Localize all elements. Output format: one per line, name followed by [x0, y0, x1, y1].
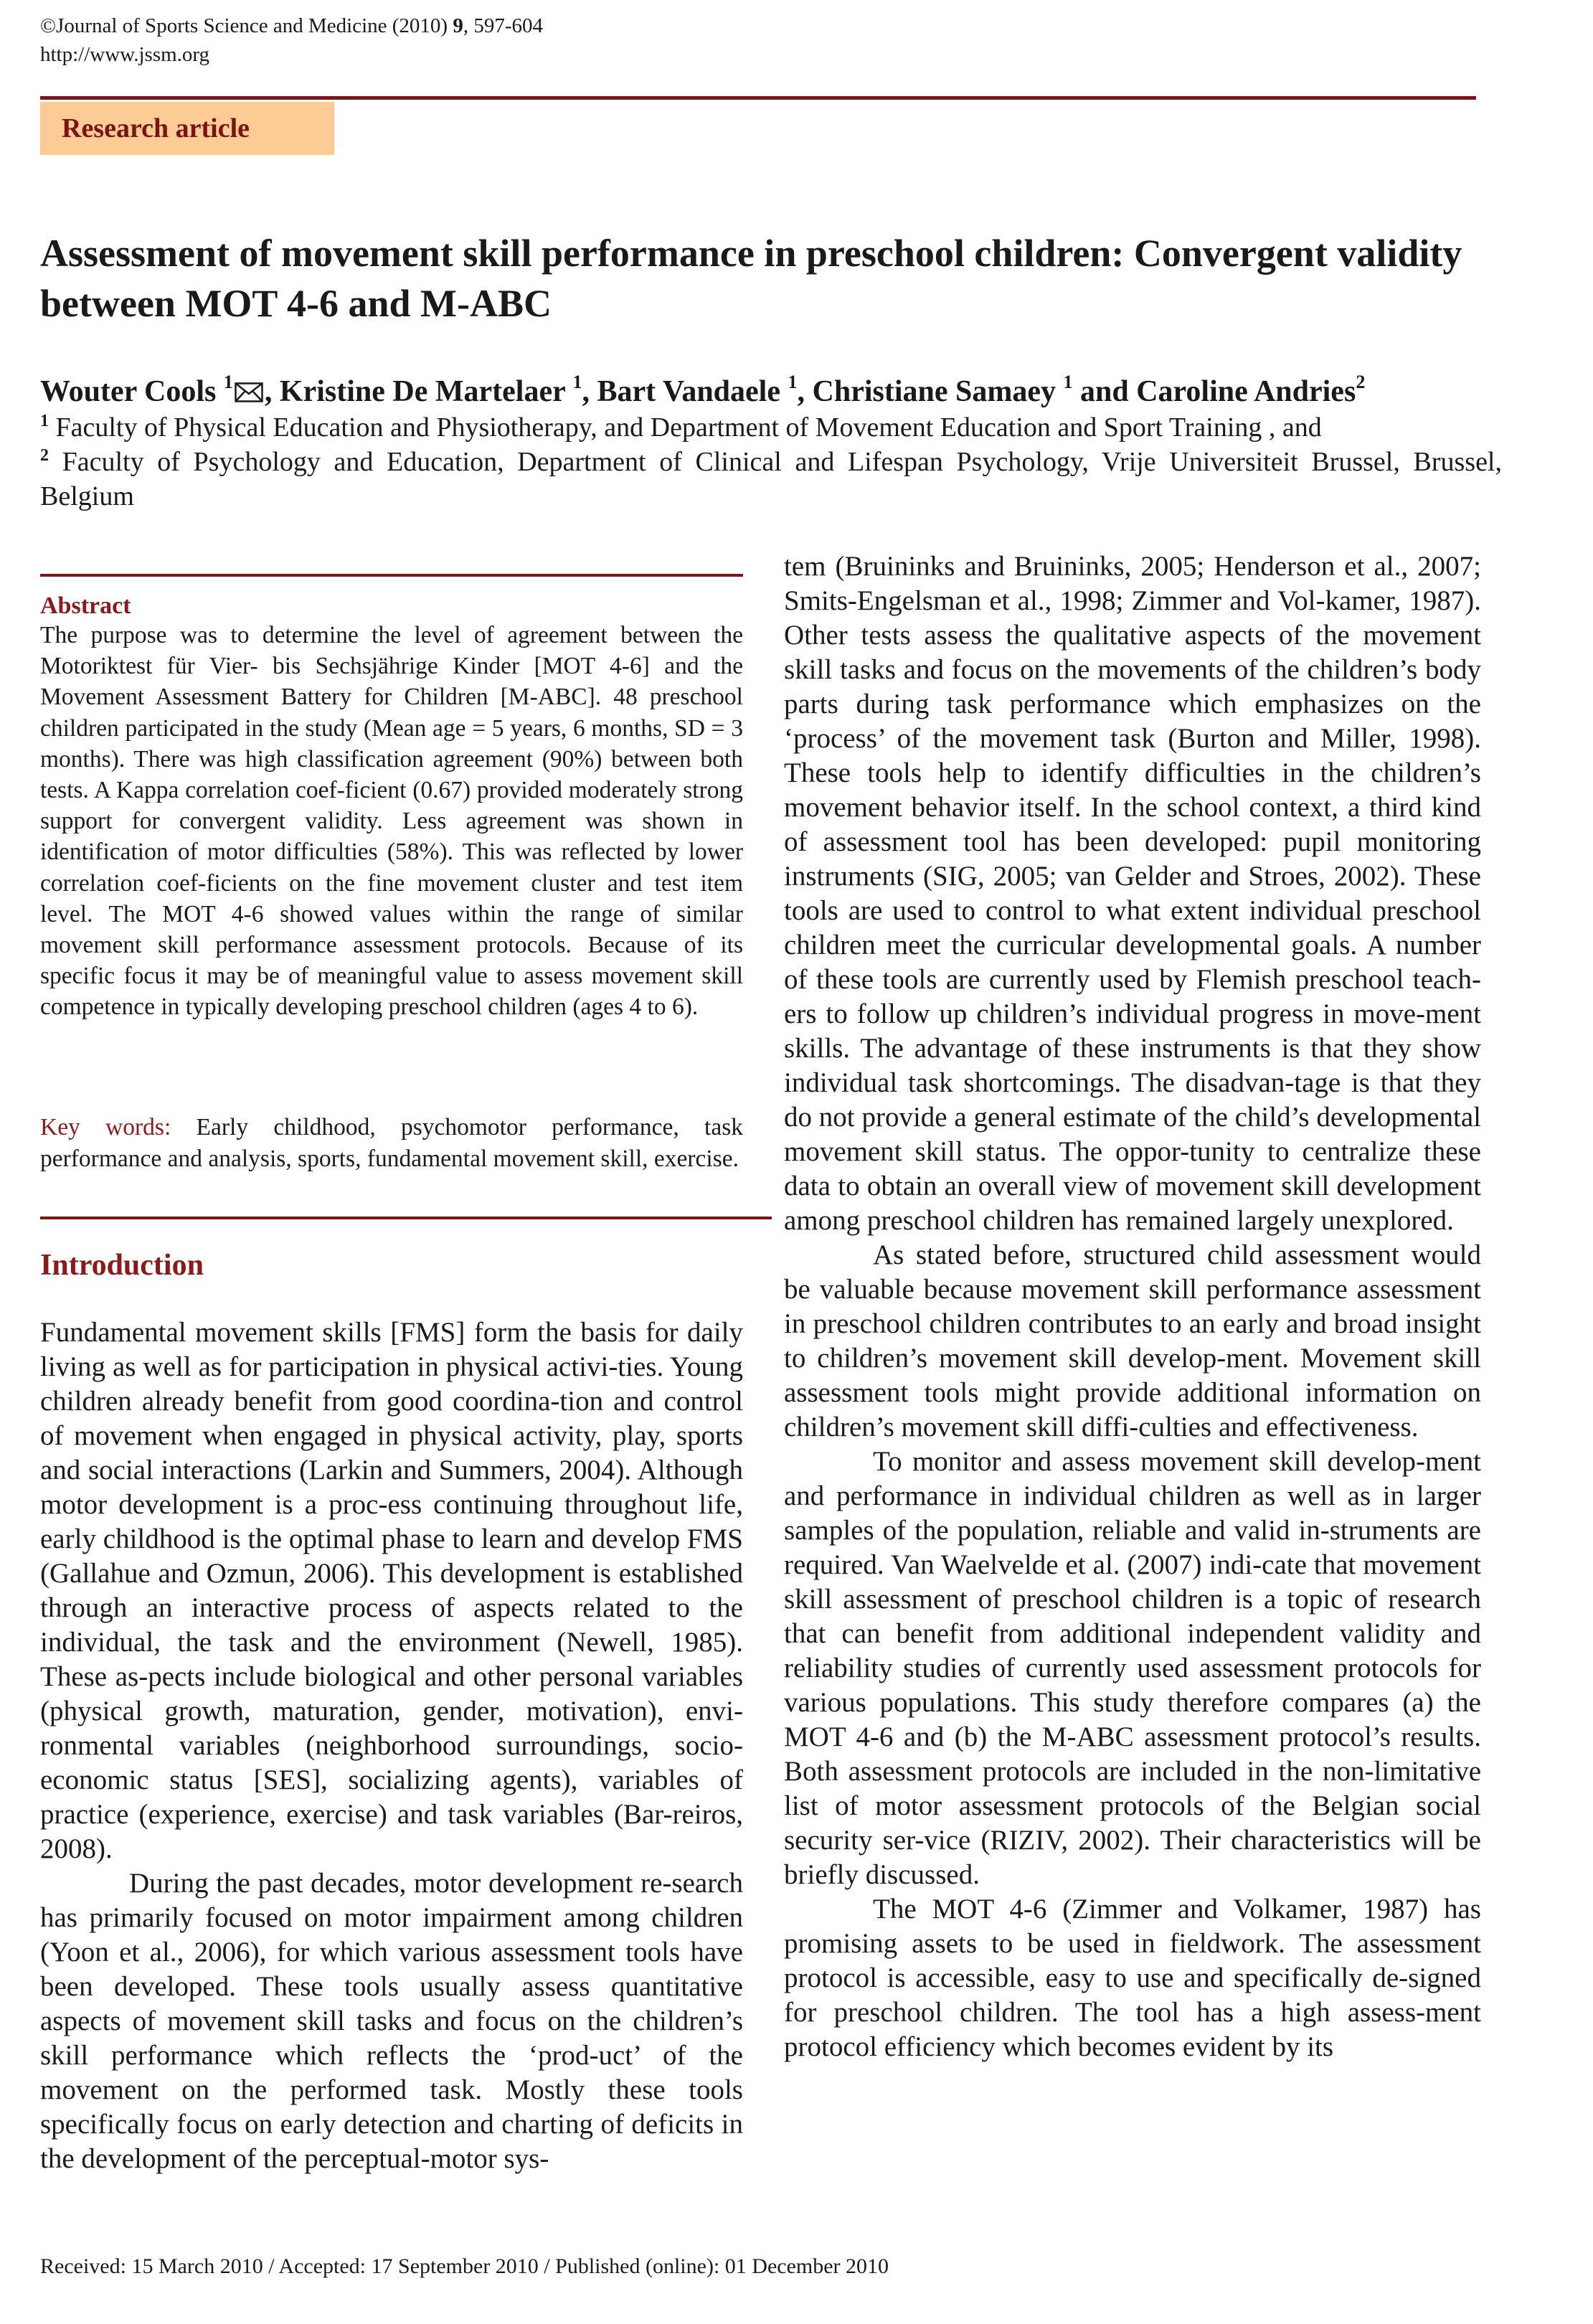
author-name: Kristine De Martelaer: [279, 375, 573, 408]
author-affil-sup: 1: [223, 372, 233, 392]
author-affil-sup: 1: [572, 372, 582, 392]
author-separator: ,: [264, 375, 280, 408]
author-list: [40, 372, 1496, 412]
author-affil-sup: 2: [1356, 372, 1366, 392]
journal-header: [40, 11, 543, 69]
abstract-text: The purpose was to determine the level of agreement between the Motoriktest für Vier- bis Sechsjährige Kinder [MOT 4-6] and the Movement Assessment Battery for Children [M-ABC]. 48 preschool children participated in the study (Mean age = 5 years, 6 months, SD = 3 months). There was high classification agreement (90%) between both tests. A Kappa correlation coef-ficient (0.67) provided moderately strong support for convergent validity. Less agreement was shown in identification of motor difficulties (58%). This was reflected by lower correlation coef-ficients on the fine movement cluster and test item level. The MOT 4-6 showed values within the range of similar movement skill performance assessment protocols. Because of its specific focus it may be of meaningful value to assess movement skill competence in typically developing preschool children (ages 4 to 6).: [40, 622, 743, 1021]
paragraph: tem (Bruininks and Bruininks, 2005; Henderson et al., 2007; Smits-Engelsman et al., 1998; Zimmer and Vol-kamer, 1987). Other tests assess the qualitative aspects of the movement skill tasks and focus on the movements of the children’s body parts during task performance which emphasizes on the ‘process’ of the movement task (Burton and Miller, 1998). These tools help to identify difficulties in the children’s movement behavior itself. In the school context, a third kind of assessment tool has been developed: pupil monitoring instruments (SIG, 2005; van Gelder and Stroes, 2002). These tools are used to control to what extent individual preschool children meet the curricular developmental goals. A number of these tools are currently used by Flemish preschool teach-ers to follow up children’s individual progress in move-ment skills. The advantage of these instruments is that they show individual task shortcomings. The disadvan-tage is that they do not provide a general estimate of the child’s developmental movement skill status. The oppor-tunity to centralize these data to obtain an overall view of movement skill development among preschool children has remained largely unexplored.: [784, 551, 1481, 1236]
affiliations: [40, 410, 1502, 514]
keywords: [40, 1112, 743, 1174]
envelope-icon[interactable]: [235, 382, 263, 402]
journal-citation: ©Journal of Sports Science and Medicine (2010) 9, 597-604: [40, 14, 543, 37]
author-separator: and: [1072, 375, 1137, 408]
author-separator: ,: [582, 375, 597, 408]
author-name: Caroline Andries: [1136, 375, 1356, 408]
author-name: Christiane Samaey: [812, 375, 1064, 408]
introduction-heading: Introduction: [40, 1249, 204, 1282]
paragraph: Fundamental movement skills [FMS] form the basis for daily living as well as for participation in physical activi-ties. Young children already benefit from good coordina-tion and control of movement when engaged in physical activity, play, sports and social interactions (Larkin and Summers, 2004). Although motor development is a proc-ess continuing throughout life, early childhood is the optimal phase to learn and develop FMS (Gallahue and Ozmun, 2006). This development is established through an interactive process of aspects related to the individual, the task and the environment (Newell, 1985). These as-pects include biological and other personal variables (physical growth, maturation, gender, motivation), envi-ronmental variables (neighborhood surroundings, socio-economic status [SES], socializing agents), variables of practice (experience, exercise) and task variables (Bar-reiros, 2008).: [40, 1317, 743, 1864]
author-affil-sup: 1: [1063, 372, 1073, 392]
paragraph: During the past decades, motor development re-search has primarily focused on motor impairment among children (Yoon et al., 2006), for which various assessment tools have been developed. These tools usually assess quantitative aspects of movement skill tasks and focus on the children’s skill performance which reflects the ‘prod-uct’ of the movement on the performed task. Mostly these tools specifically focus on early detection and charting of deficits in the development of the perceptual-motor sys-: [40, 1868, 743, 2174]
right-column: [784, 549, 1481, 2064]
article-title: Assessment of movement skill performance in preschool children: Convergent validity between MOT 4-6 and M-ABC: [40, 232, 1462, 325]
header-rule: [40, 96, 1476, 100]
affiliation-1: $^1$ Faculty of Physical Education and Physiotherapy, and Department of Movement Education and Sport Training , and: [40, 412, 1322, 443]
affiliation-2: $^2$ Faculty of Psychology and Education, Department of Clinical and Lifespan Psychology, Vrije Universiteit Brussel, Brussel, Belgium: [40, 446, 1502, 511]
author-separator: ,: [797, 375, 813, 408]
journal-url[interactable]: http://www.jssm.org: [40, 43, 210, 66]
publication-dates: Received: 15 March 2010 / Accepted: 17 September 2010 / Published (online): 01 December 2010: [40, 2254, 889, 2278]
author-name: Bart Vandaele: [597, 375, 788, 408]
paragraph: The MOT 4-6 (Zimmer and Volkamer, 1987) has promising assets to be used in fieldwork. The assessment protocol is accessible, easy to use and specifically de-signed for preschool children. The tool has a high assess-ment protocol efficiency which becomes evident by its: [784, 1894, 1481, 2062]
paragraph: As stated before, structured child assessment would be valuable because movement skill performance assessment in preschool children contributes to an early and broad insight to children’s movement skill develop-ment. Movement skill assessment tools might provide additional information on children’s movement skill diffi-culties and effectiveness.: [784, 1239, 1481, 1442]
keywords-text: Early childhood, psychomotor performance, task performance and analysis, sports, fundamental movement skill, exercise.: [40, 1114, 743, 1172]
author-name: Wouter Cools: [40, 375, 224, 408]
paragraph: To monitor and assess movement skill develop-ment and performance in individual children as well as in larger samples of the population, reliable and valid in-struments are required. Van Waelvelde et al. (2007) indi-cate that movement skill assessment of preschool children is a topic of research that can benefit from additional independent validity and reliability studies of currently used assessment protocols for various populations. This study therefore compares (a) the MOT 4-6 and (b) the M-ABC assessment protocol’s results. Both assessment protocols are included in the non-limitative list of motor assessment protocols of the Belgian social security ser-vice (RIZIV, 2002). Their characteristics will be briefly discussed.: [784, 1446, 1481, 1890]
abstract-top-rule: [40, 574, 743, 577]
abstract-heading: Abstract: [40, 592, 131, 619]
author-affil-sup: 1: [788, 372, 798, 392]
left-column: [40, 1315, 743, 2176]
article-type-badge: Research article: [40, 102, 334, 155]
keywords-label: Key words:: [40, 1114, 171, 1140]
abstract-bottom-rule: [40, 1217, 772, 1219]
